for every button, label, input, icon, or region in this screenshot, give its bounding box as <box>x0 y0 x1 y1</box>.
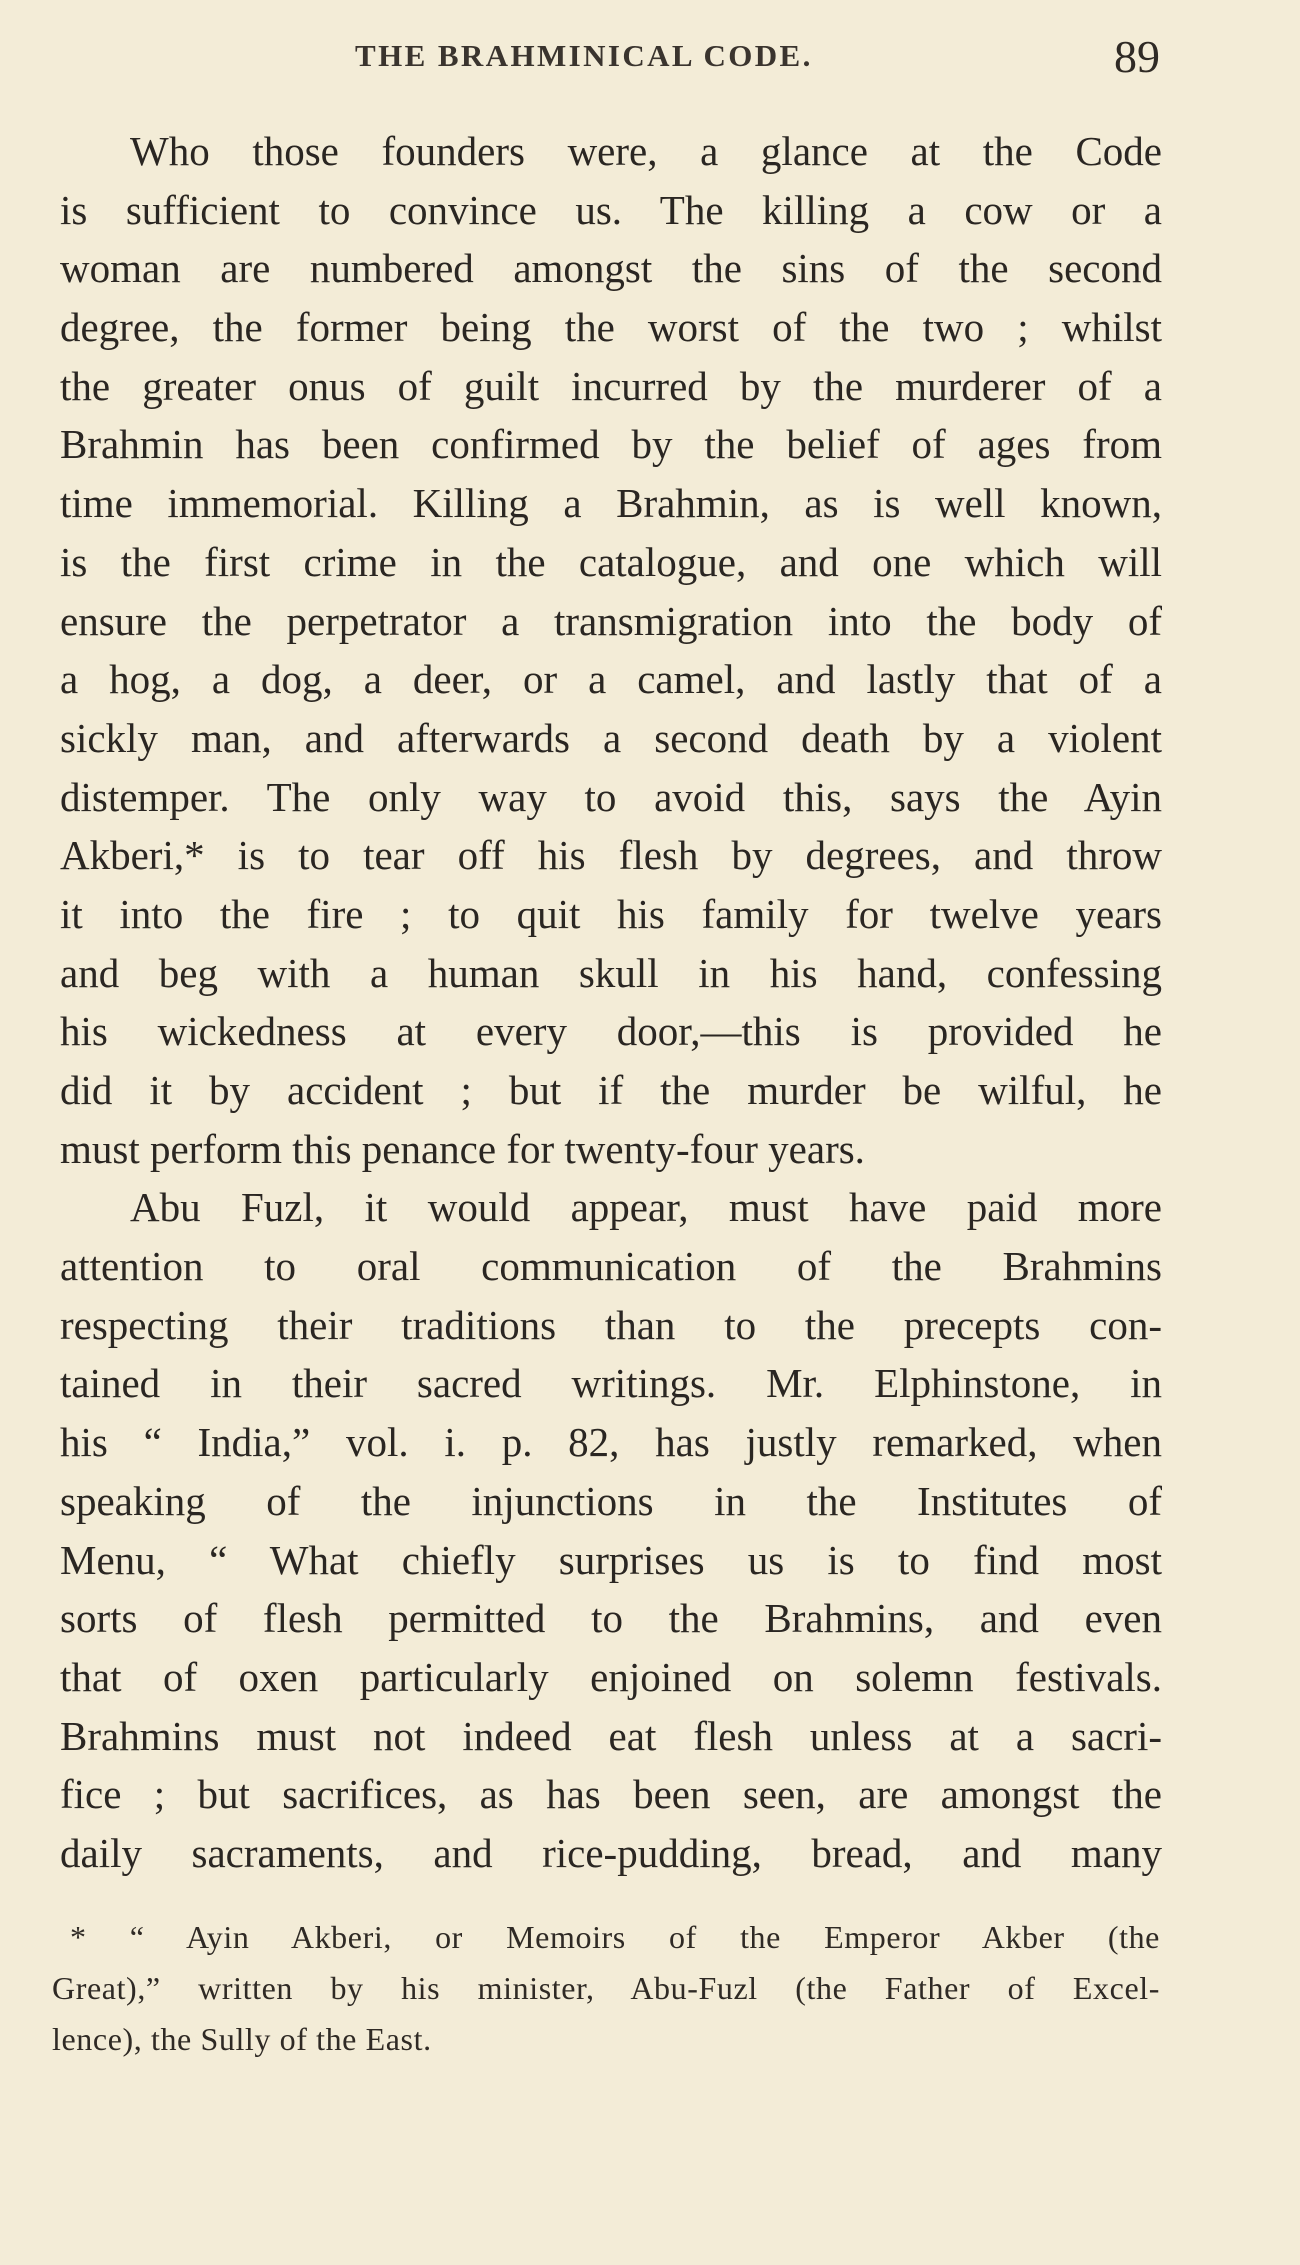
text-line: is sufficient to convince us. The killing a cow or a <box>60 186 1162 233</box>
text-line: Abu Fuzl, it would appear, must have paid more <box>130 1184 1162 1231</box>
text-line: sickly man, and afterwards a second death by a violent <box>60 714 1162 761</box>
text-line: daily sacraments, and rice-pudding, bread, and many <box>60 1829 1162 1876</box>
text-line: Who those founders were, a glance at the Code <box>130 128 1162 174</box>
page-number: 89 <box>1114 31 1160 82</box>
text-line: it into the fire ; to quit his family for twelve years <box>60 890 1162 937</box>
text-line: speaking of the injunctions in the Institutes of <box>60 1477 1162 1524</box>
text-line: a hog, a dog, a deer, or a camel, and lastly that of a <box>60 656 1162 703</box>
text-line: must perform this penance for twenty-four years. <box>60 1125 865 1172</box>
footnote-line: * “ Ayin Akberi, or Memoirs of the Emperor Akber (the <box>70 1919 1160 1955</box>
text-line: Akberi,* is to tear off his flesh by degrees, and throw <box>60 832 1162 879</box>
footnote-line: Great),” written by his minister, Abu-Fuzl (the Father of Excel- <box>52 1970 1160 2006</box>
text-line: Brahmins must not indeed eat flesh unless at a sacri- <box>60 1712 1162 1759</box>
text-line: distemper. The only way to avoid this, says the Ayin <box>60 773 1162 820</box>
text-line: degree, the former being the worst of the two ; whilst <box>60 304 1162 351</box>
text-line: time immemorial. Killing a Brahmin, as is well known, <box>60 480 1162 527</box>
text-line: and beg with a human skull in his hand, confessing <box>60 949 1162 996</box>
text-line: ensure the perpetrator a transmigration into the body of <box>60 597 1162 644</box>
text-line: respecting their traditions than to the precepts con- <box>60 1301 1162 1348</box>
text-line: tained in their sacred writings. Mr. Elphinstone, in <box>60 1360 1162 1407</box>
running-head <box>0 30 1300 80</box>
footnote-line: lence), the Sully of the East. <box>52 2021 432 2057</box>
text-line: Brahmin has been confirmed by the belief of ages from <box>60 421 1162 468</box>
text-line: sorts of flesh permitted to the Brahmins, and even <box>60 1595 1162 1642</box>
text-line: the greater onus of guilt incurred by the murderer of a <box>60 362 1162 409</box>
footnote <box>52 1912 1160 2065</box>
text-line: that of oxen particularly enjoined on solemn festivals. <box>60 1653 1162 1700</box>
text-line: Menu, “ What chiefly surprises us is to find most <box>60 1536 1162 1583</box>
text-line: did it by accident ; but if the murder be wilful, he <box>60 1067 1162 1113</box>
text-line: fice ; but sacrifices, as has been seen, are amongst the <box>60 1771 1162 1818</box>
text-line: his “ India,” vol. i. p. 82, has justly remarked, when <box>60 1419 1162 1466</box>
text-line: attention to oral communication of the Brahmins <box>60 1243 1162 1290</box>
text-line: is the first crime in the catalogue, and one which will <box>60 538 1162 585</box>
running-title: THE BRAHMINICAL CODE. <box>355 38 813 73</box>
text-line: woman are numbered amongst the sins of the second <box>60 245 1162 292</box>
body-text <box>60 122 1162 1883</box>
text-line: his wickedness at every door,—this is provided he <box>60 1008 1162 1055</box>
